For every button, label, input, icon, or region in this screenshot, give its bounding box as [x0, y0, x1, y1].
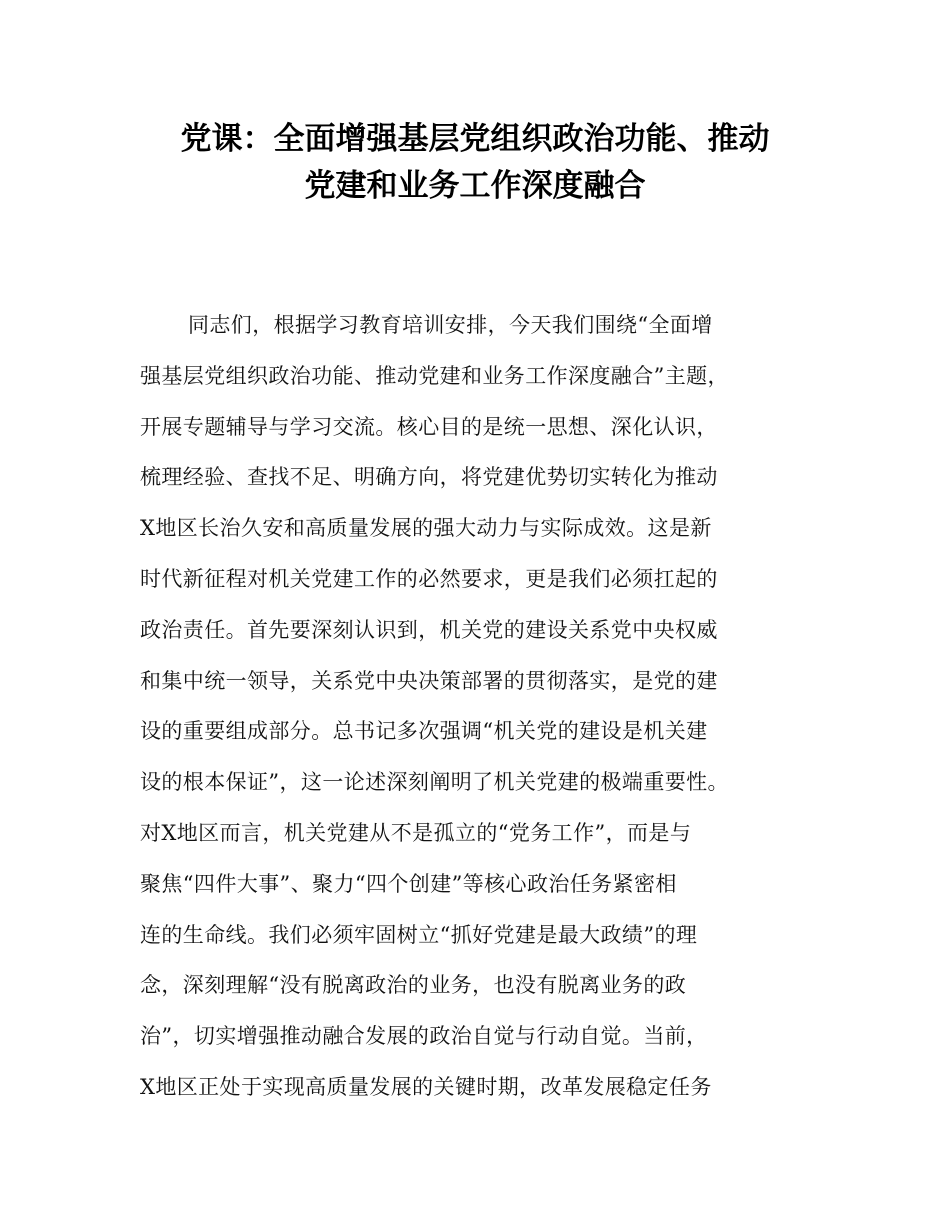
body-line: 连的生命线。我们必须牢固树立“抓好党建是最大政绩”的理 — [140, 922, 698, 947]
title-line: 党建和业务工作深度融合 — [304, 168, 646, 204]
body-line: 开展专题辅导与学习交流。核心目的是统一思想、深化认识， — [140, 414, 718, 439]
body-line: X地区正处于实现高质量发展的关键时期，改革发展稳定任务 — [140, 1074, 712, 1099]
document-title — [60, 116, 890, 210]
body-line: X地区长治久安和高质量发展的强大动力与实际成效。这是新 — [140, 516, 712, 541]
body-line: 治”，切实增强推动融合发展的政治自觉与行动自觉。当前， — [140, 1024, 708, 1049]
body-line: 时代新征程对机关党建工作的必然要求，更是我们必须扛起的 — [140, 566, 718, 591]
body-paragraph — [140, 300, 840, 1113]
body-line: 政治责任。首先要深刻认识到，机关党的建设关系党中央权威 — [140, 617, 718, 642]
body-line: 梳理经验、查找不足、明确方向，将党建优势切实转化为推动 — [140, 465, 718, 490]
body-line: 强基层党组织政治功能、推动党建和业务工作深度融合”主题， — [140, 363, 729, 388]
body-line: 聚焦“四件大事”、聚力“四个创建”等核心政治任务紧密相 — [140, 871, 677, 896]
body-line: 和集中统一领导，关系党中央决策部署的贯彻落实，是党的建 — [140, 668, 718, 693]
body-line: 设的根本保证”，这一论述深刻阐明了机关党建的极端重要性。 — [140, 770, 729, 795]
body-line: 念，深刻理解“没有脱离政治的业务，也没有脱离业务的政 — [140, 973, 687, 998]
body-line: 同志们，根据学习教育培训安排，今天我们围绕“全面增 — [188, 313, 713, 337]
body-line: 对X地区而言，机关党建从不是孤立的“党务工作”，而是与 — [140, 820, 692, 845]
body-line: 设的重要组成部分。总书记多次强调“机关党的建设是机关建 — [140, 719, 708, 744]
title-line: 党课：全面增强基层党组织政治功能、推动 — [180, 121, 770, 157]
